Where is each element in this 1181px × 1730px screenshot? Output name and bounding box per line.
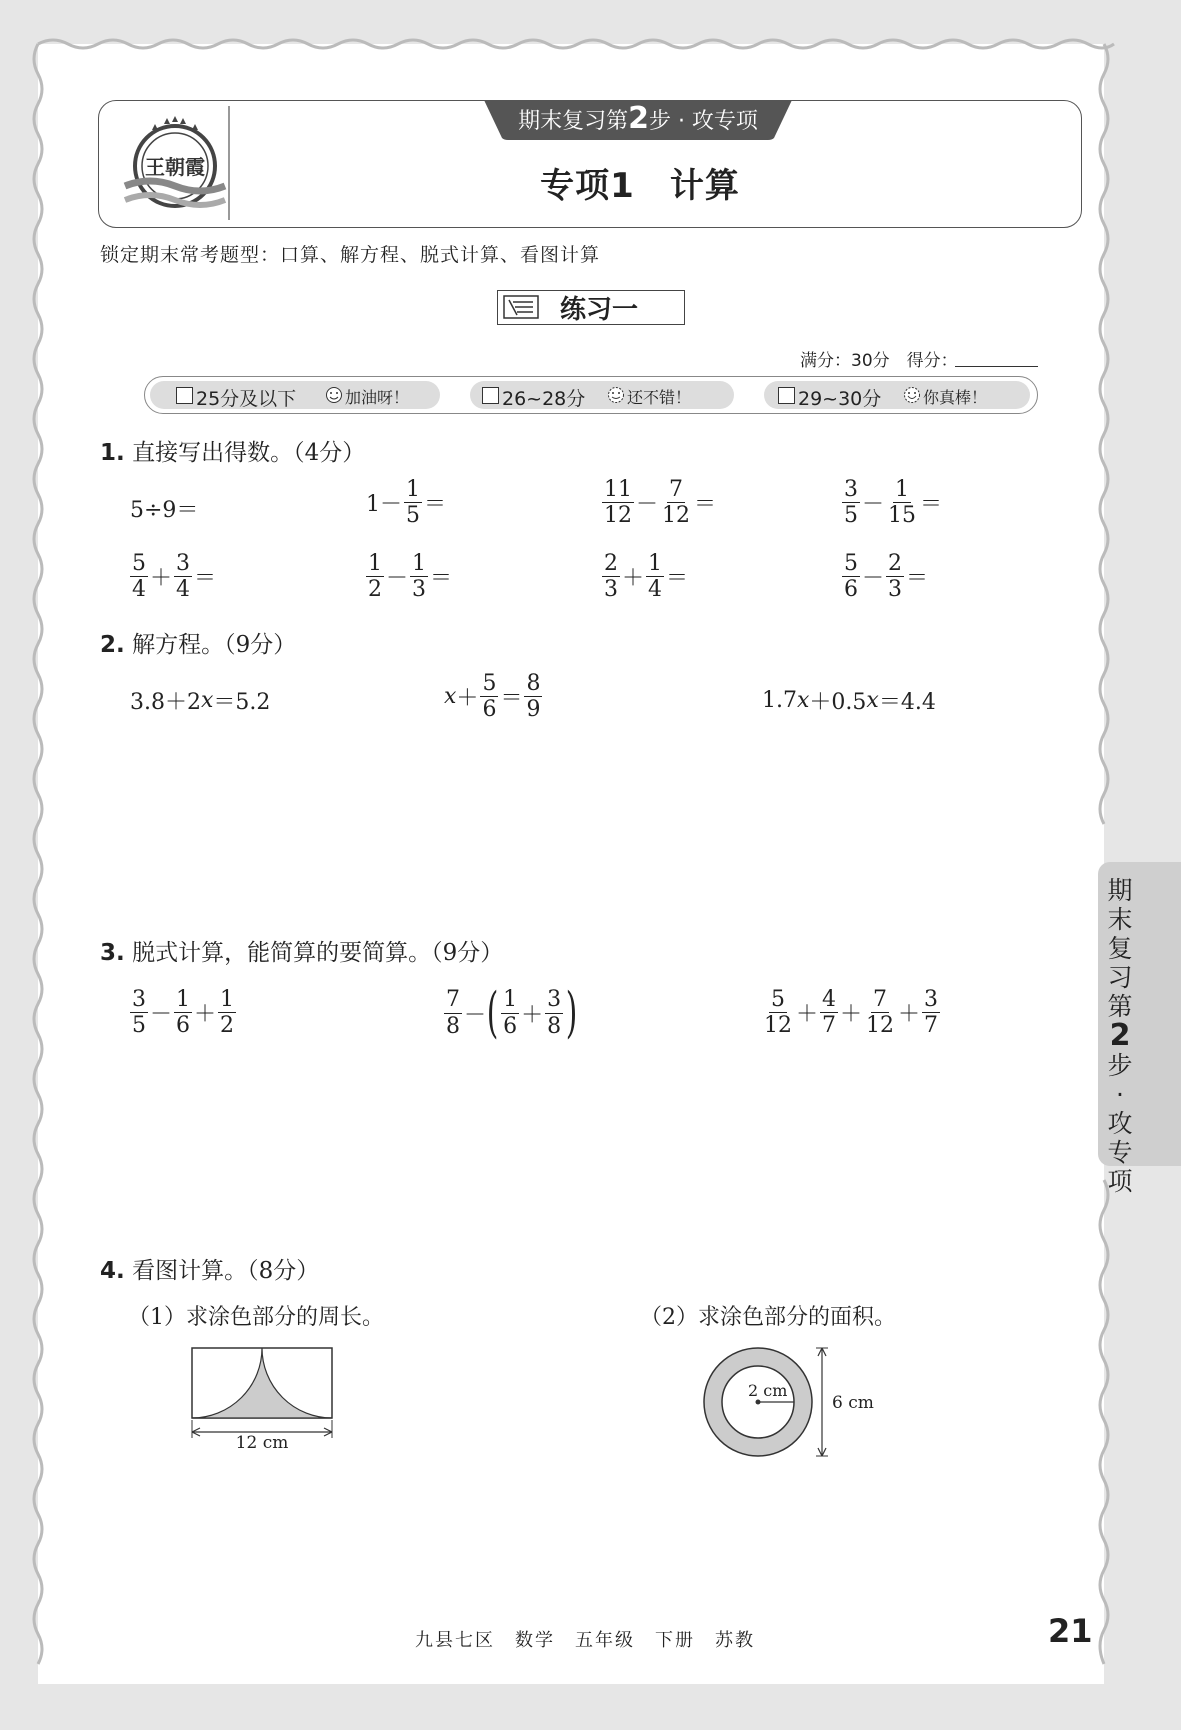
- question-2: 2. 解方程。（9分）: [100, 632, 297, 658]
- score-blank[interactable]: [955, 366, 1038, 367]
- page-number: 21: [1048, 1612, 1093, 1650]
- got-score-label: 得分：: [906, 351, 958, 371]
- smiley-icon: [903, 386, 921, 404]
- q1-expr-c: $\frac{11}{12}$ － $\frac{7}{12}$ ＝: [604, 477, 717, 529]
- q1-expr-b: 1－ $\frac{1}{5}$ ＝: [366, 477, 447, 529]
- smiley-icon: [607, 386, 625, 404]
- logo-divider: [228, 106, 230, 220]
- q2-equation-3: 1.7 x ＋0.5 x ＝4.4: [762, 688, 936, 715]
- footer-info: 九县七区 数学 五年级 下册 苏教: [415, 1630, 755, 1651]
- q4-figure-1: [188, 1340, 338, 1450]
- rating-range-2: 26~28分: [502, 388, 586, 410]
- q4-part-1: （1）求涂色部分的周长。: [128, 1305, 384, 1330]
- q1-expr-a: 5÷9＝: [130, 498, 199, 523]
- q3-expr-3: $\frac{5}{12}$ ＋ $\frac{4}{7}$ ＋ $\frac{7}{12}$ ＋ $\frac{3}{7}$: [764, 987, 939, 1039]
- question-1: 1. 直接写出得数。（4分）: [100, 440, 366, 466]
- fig2-outer-diameter: 6 cm: [832, 1393, 874, 1413]
- rating-checkbox-2[interactable]: [482, 387, 499, 404]
- rating-checkbox-1[interactable]: [176, 387, 193, 404]
- q3-expr-1: $\frac{3}{5}$ － $\frac{1}{6}$ ＋ $\frac{1}{2}$: [132, 987, 235, 1039]
- q4-part-2: （2）求涂色部分的面积。: [640, 1305, 896, 1330]
- pencil-note-icon: [503, 295, 539, 319]
- side-tab-label: 期末复习第2步·攻专项: [1107, 876, 1133, 1196]
- subtitle: 锁定期末常考题型：口算、解方程、脱式计算、看图计算: [100, 244, 601, 266]
- q3-expr-2: $\frac{7}{8}$ － ( $\frac{1}{6}$ ＋ $\frac{3}{8}$ ): [446, 981, 578, 1044]
- rating-comment-1: 加油呀！: [345, 388, 410, 407]
- question-4: 4. 看图计算。（8分）: [100, 1258, 320, 1284]
- wangzhaoxia-logo: [120, 108, 230, 220]
- exercise-label: 练习一: [560, 295, 639, 325]
- q1-expr-f: $\frac{1}{2}$ － $\frac{1}{3}$ ＝: [368, 551, 453, 603]
- q2-equation-2: x ＋ $\frac{5}{6}$ ＝ $\frac{8}{9}$: [444, 671, 541, 723]
- q1-expr-d: $\frac{3}{5}$ － $\frac{1}{15}$ ＝: [844, 477, 943, 529]
- score-line: [800, 346, 958, 371]
- rating-range-1: 25分及以下: [196, 388, 297, 410]
- fig2-inner-radius: 2 cm: [748, 1381, 788, 1400]
- q1-expr-g: $\frac{2}{3}$ ＋ $\frac{1}{4}$ ＝: [604, 551, 689, 603]
- q1-expr-e: $\frac{5}{4}$ ＋ $\frac{3}{4}$ ＝: [132, 551, 217, 603]
- rating-range-3: 29~30分: [798, 388, 882, 410]
- q4-figure-2: [700, 1340, 900, 1460]
- full-score: 满分：30分: [800, 351, 890, 371]
- page-title: 专项1 计算: [540, 166, 740, 206]
- header-tab-label: 期末复习第2步 · 攻专项: [518, 101, 758, 136]
- rating-comment-2: 还不错！: [627, 388, 692, 407]
- question-3: 3. 脱式计算，能简算的要简算。（9分）: [100, 940, 504, 966]
- q2-equation-1: 3.8＋2 x ＝5.2: [130, 688, 271, 715]
- q1-expr-h: $\frac{5}{6}$ － $\frac{2}{3}$ ＝: [844, 551, 929, 603]
- logo-text: 王朝霞: [145, 155, 205, 179]
- fig1-label: 12 cm: [235, 1433, 289, 1450]
- smiley-icon: [325, 386, 343, 404]
- rating-checkbox-3[interactable]: [778, 387, 795, 404]
- rating-comment-3: 你真棒！: [923, 388, 988, 407]
